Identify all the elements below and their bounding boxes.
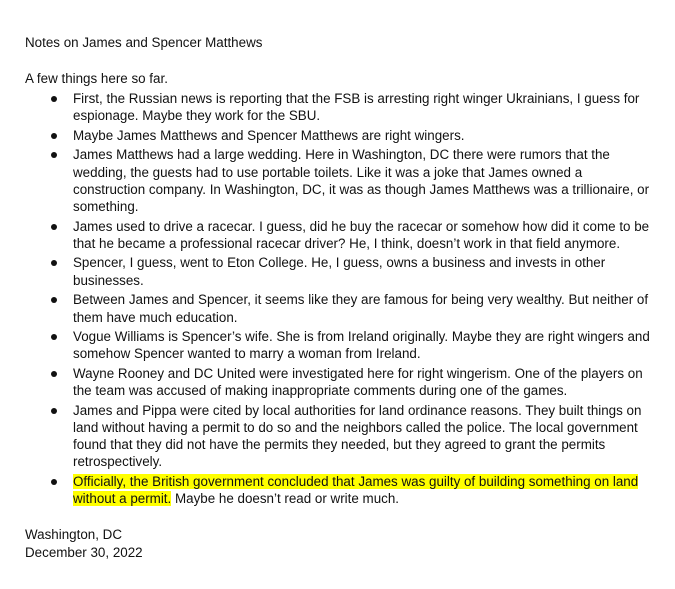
list-item xyxy=(25,291,653,326)
bullet-icon xyxy=(51,297,57,303)
list-item-text: First, the Russian news is reporting that the FSB is arresting right winger Ukrainians, I guess for espionage. Maybe they work for the SBU. xyxy=(73,91,640,124)
list-item-text: Between James and Spencer, it seems like they are famous for being very wealthy. But neither of them have much education. xyxy=(73,292,649,325)
bullet-icon xyxy=(51,408,57,414)
document-title: Notes on James and Spencer Matthews xyxy=(25,35,263,50)
document-footer xyxy=(25,526,655,562)
list-item xyxy=(25,365,653,400)
intro-text: A few things here so far. xyxy=(25,71,168,86)
highlighted-text: Officially, the British government concluded that James was guilty of building something on land without a permit. xyxy=(73,473,639,507)
list-item-text: James used to drive a racecar. I guess, did he buy the racecar or somehow how did it come to be that he became a professional racecar driver? He, I think, doesn’t work in that field anymore. xyxy=(73,218,650,251)
bullet-icon xyxy=(51,133,57,139)
list-item xyxy=(25,146,653,215)
list-item-text: Wayne Rooney and DC United were investigated here for right wingerism. One of the players on the team was accused of making inappropriate comments during one of the games. xyxy=(73,365,643,399)
bullet-icon xyxy=(51,334,57,340)
bullet-icon xyxy=(51,260,57,266)
document-page xyxy=(25,34,655,562)
bullet-icon xyxy=(51,96,57,102)
list-item-text: Vogue Williams is Spencer’s wife. She is from Ireland originally. Maybe they are right wingers and somehow Spencer wanted to marry a woman from Ireland. xyxy=(73,328,650,362)
bullet-icon xyxy=(51,479,57,485)
list-item xyxy=(25,90,653,125)
bullet-icon xyxy=(51,152,57,158)
notes-list xyxy=(25,90,655,508)
location-text: Washington, DC xyxy=(25,526,122,542)
list-item-text: Maybe he doesn’t read or write much. xyxy=(171,491,400,507)
bullet-icon xyxy=(51,371,57,377)
list-item xyxy=(25,328,653,363)
list-item-text: Spencer, I guess, went to Eton College. He, I guess, owns a business and invests in other businesses. xyxy=(73,255,606,288)
list-item-text: James Matthews had a large wedding. Here in Washington, DC there were rumors that the wedding, the guests had to use portable toilets. Like it was a joke that James owned a construction company. In Washington, DC, it was as though James Matthews was a trillionaire, or something. xyxy=(73,147,650,215)
list-item-text: Maybe James Matthews and Spencer Matthews are right wingers. xyxy=(73,127,465,143)
list-item xyxy=(25,218,653,253)
list-item xyxy=(25,127,653,144)
list-item xyxy=(25,254,653,289)
bullet-icon xyxy=(51,224,57,230)
date-text: December 30, 2022 xyxy=(25,544,143,560)
list-item-text: James and Pippa were cited by local authorities for land ordinance reasons. They built things on land without having a permit to do so and the neighbors called the police. The local government found that they did not have the permits they needed, but they agreed to grant the permits retrospectively. xyxy=(73,402,642,470)
list-item xyxy=(25,473,653,508)
list-item xyxy=(25,402,653,471)
